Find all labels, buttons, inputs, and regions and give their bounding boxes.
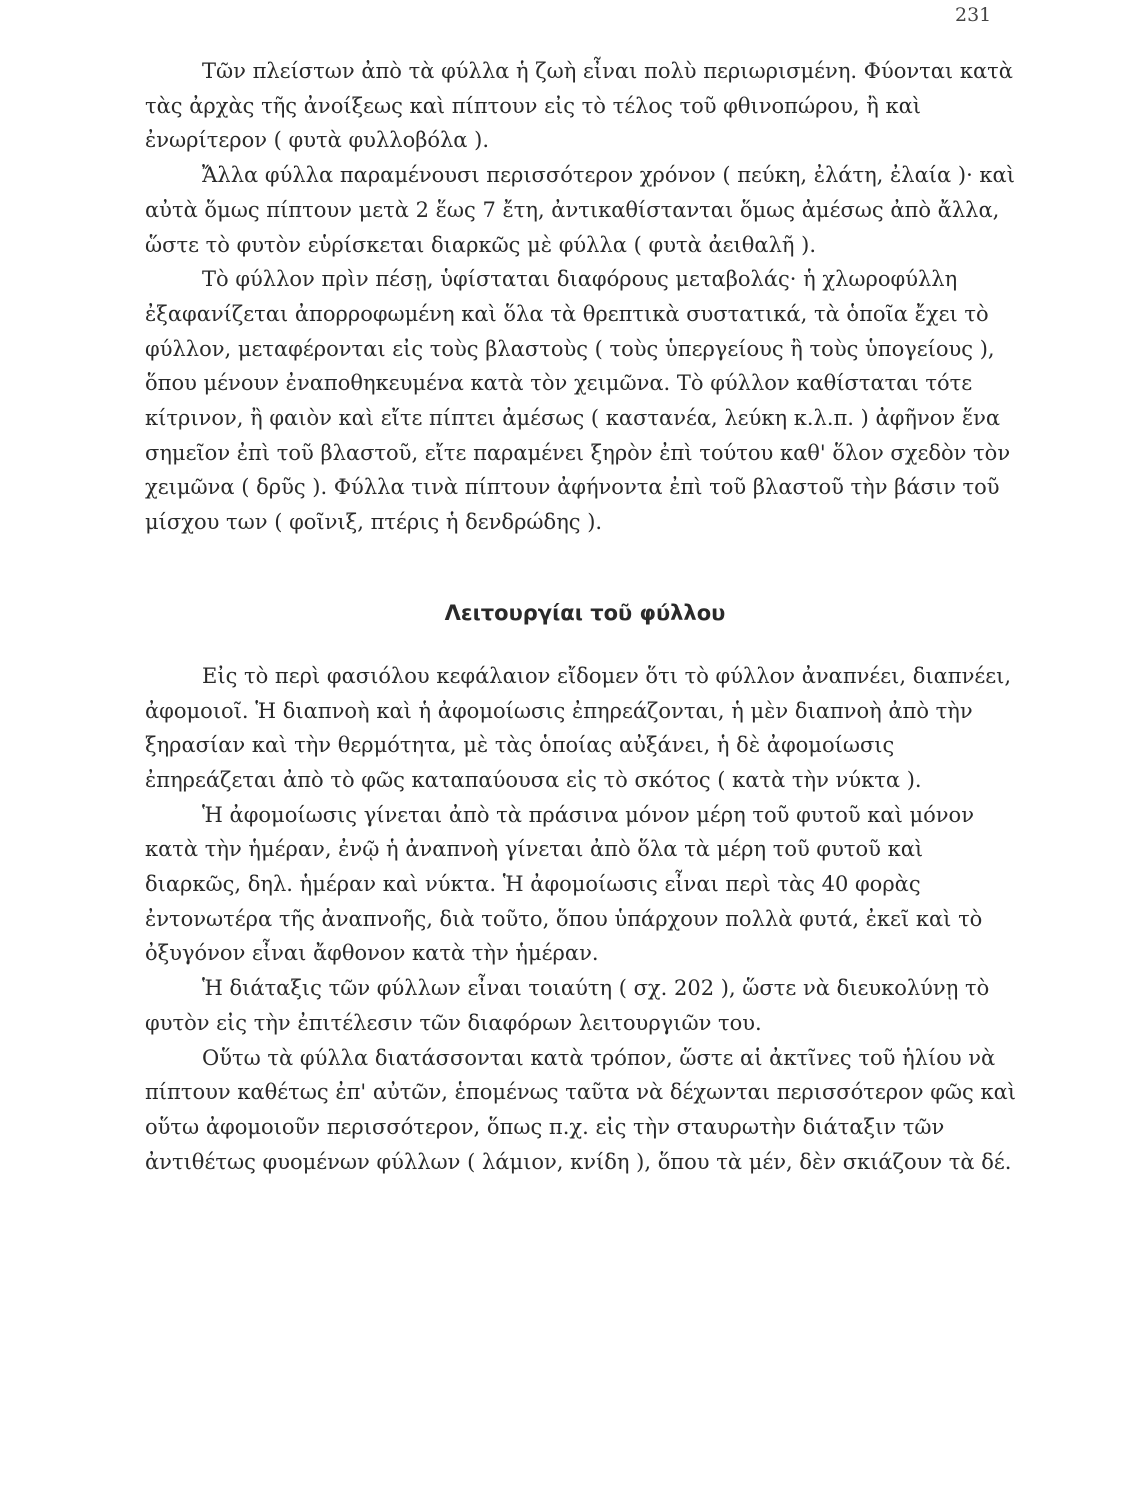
- section-heading: Λειτουργίαι τοῦ φύλλου: [444, 600, 726, 625]
- paragraph-arrangement: Ἡ διάταξις τῶν φύλλων εἶναι τοιαύτη ( σχ. 202 ), ὥστε νὰ διευκολύνῃ τὸ φυτὸν εἰς τὴν ἐπιτέλεσιν τῶν διαφόρων λειτουργιῶν του.: [145, 976, 990, 1035]
- paragraph-leaf-fall: Τὸ φύλλον πρὶν πέσῃ, ὑφίσταται διαφόρους μεταβολάς· ἡ χλωροφύλλη ἐξαφανίζεται ἀπορροφωμένη καὶ ὅλα τὰ θρεπτικὰ συστατικά, τὰ ὁποῖα ἔχει τὸ φύλλον, μεταφέρονται εἰς τοὺς βλαστοὺς ( τοὺς ὑπεργείους ἢ τοὺς ὑπογείους ), ὅπου μένουν ἐναποθηκευμένα κατὰ τὸν χειμῶνα. Τὸ φύλλον καθίσταται τότε κίτρινον, ἢ φαιὸν καὶ εἴτε πίπτει ἀμέσως ( καστανέα, λεύκη κ.λ.π. ) ἀφῆνον ἕνα σημεῖον ἐπὶ τοῦ βλαστοῦ, εἴτε παραμένει ξηρὸν ἐπὶ τούτου καθ' ὅλον σχεδὸν τὸν χειμῶνα ( δρῦς ). Φύλλα τινὰ πίπτουν ἀφήνοντα ἐπὶ τοῦ βλαστοῦ τὴν βάσιν τοῦ μίσχου των ( φοῖνιξ, πτέρις ἡ δενδρώδης ).: [145, 267, 1011, 535]
- paragraph-functions: Εἰς τὸ περὶ φασιόλου κεφάλαιον εἴδομεν ὅτι τὸ φύλλον ἀναπνέει, διαπνέει, ἀφομοιοῖ. Ἡ διαπνοὴ καὶ ἡ ἀφομοίωσις ἐπηρεάζονται, ἡ μὲν διαπνοὴ ἀπὸ τὴν ξηρασίαν καὶ τὴν θερμότητα, μὲ τὰς ὁποίας αὐξάνει, ἡ δὲ ἀφομοίωσις ἐπηρεάζεται ἀπὸ τὸ φῶς καταπαύουσα εἰς τὸ σκότος ( κατὰ τὴν νύκτα ).: [145, 663, 1012, 792]
- paragraph-evergreen: Ἄλλα φύλλα παραμένουσι περισσότερον χρόνον ( πεύκη, ἐλάτη, ἐλαία )· καὶ αὐτὰ ὅμως πίπτουν μετὰ 2 ἕως 7 ἔτη, ἀντικαθίστανται ὅμως ἀμέσως ἀπὸ ἄλλα, ὥστε τὸ φυτὸν εὑρίσκεται διαρκῶς μὲ φύλλα ( φυτὰ ἀειθαλῆ ).: [145, 163, 1015, 257]
- body-text: [145, 54, 1025, 1179]
- paragraph-assimilation: Ἡ ἀφομοίωσις γίνεται ἀπὸ τὰ πράσινα μόνον μέρη τοῦ φυτοῦ καὶ μόνον κατὰ τὴν ἡμέραν, ἐνῷ ἡ ἀναπνοὴ γίνεται ἀπὸ ὅλα τὰ μέρη τοῦ φυτοῦ καὶ διαρκῶς, δηλ. ἡμέραν καὶ νύκτα. Ἡ ἀφομοίωσις εἶναι περὶ τὰς 40 φορὰς ἐντονωτέρα τῆς ἀναπνοῆς, διὰ τοῦτο, ὅπου ὑπάρχουν πολλὰ φυτά, ἐκεῖ καὶ τὸ ὀξυγόνον εἶναι ἄφθονον κατὰ τὴν ἡμέραν.: [145, 802, 983, 966]
- page-number: 231: [955, 4, 992, 26]
- paragraph-deciduous: Τῶν πλείστων ἀπὸ τὰ φύλλα ἡ ζωὴ εἶναι πολὺ περιωρισμένη. Φύονται κατὰ τὰς ἀρχὰς τῆς ἀνοίξεως καὶ πίπτουν εἰς τὸ τέλος τοῦ φθινοπώρου, ἢ καὶ ἐνωρίτερον ( φυτὰ φυλλοβόλα ).: [145, 59, 1013, 153]
- paragraph-light: Οὕτω τὰ φύλλα διατάσσονται κατὰ τρόπον, ὥστε αἱ ἀκτῖνες τοῦ ἡλίου νὰ πίπτουν καθέτως ἐπ' αὐτῶν, ἑπομένως ταῦτα νὰ δέχωνται περισσότερον φῶς καὶ οὕτω ἀφομοιοῦν περισσότερον, ὅπως π.χ. εἰς τὴν σταυρωτὴν διάταξιν τῶν ἀντιθέτως φυομένων φύλλων ( λάμιον, κνίδη ), ὅπου τὰ μέν, δὲν σκιάζουν τὰ δέ.: [145, 1045, 1017, 1174]
